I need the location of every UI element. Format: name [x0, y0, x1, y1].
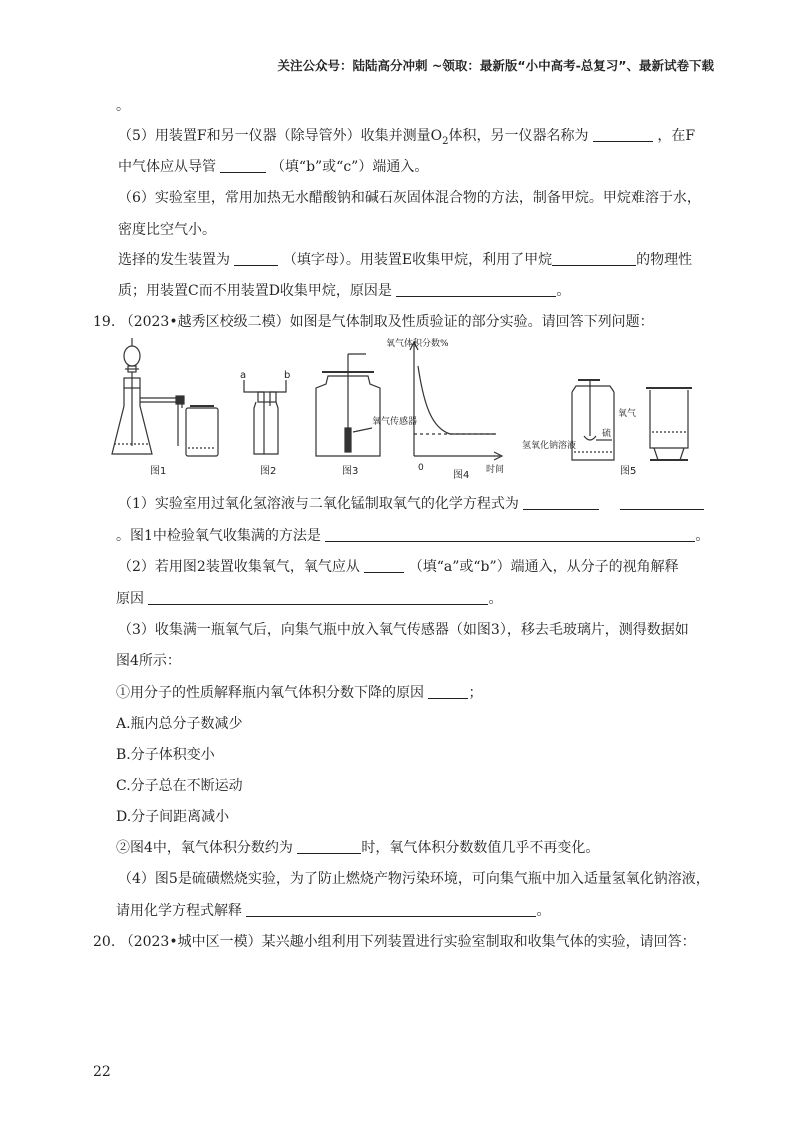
- text: 原因: [116, 591, 144, 607]
- text: 。图1中检验氧气收集满的方法是: [116, 528, 321, 544]
- option-a: A.瓶内总分子数减少: [116, 716, 243, 732]
- figure-4-graph: [410, 342, 502, 460]
- text: 时，氧气体积分数数值几乎不再变化。: [361, 840, 600, 856]
- q19-part4-line1: （4）图5是硫磺燃烧实验，为了防止燃烧产物污染环境，可向集气瓶中加入适量氢氧化钠溶液，: [118, 871, 710, 887]
- text: 中气体应从导管: [118, 159, 216, 175]
- figure-5-apparatus: [572, 380, 692, 460]
- text: ①用分子的性质解释瓶内氧气体积分数下降的原因: [116, 685, 424, 701]
- question-19-title: 19. （2023•越秀区校级二模）如图是气体制取及性质验证的部分实验。请回答下列问题：: [93, 314, 654, 330]
- page-number: 22: [93, 1064, 111, 1080]
- q19-part1-line2: [116, 526, 709, 546]
- question-6-line-2: 密度比空气小。: [118, 222, 216, 238]
- x-axis-label: 时间: [486, 465, 505, 475]
- answer-blank[interactable]: [364, 558, 404, 573]
- question-20-title: 20. （2023•城中区一模）某兴趣小组利用下列装置进行实验室制取和收集气体的实验，请回答：: [93, 934, 696, 950]
- answer-blank[interactable]: [620, 495, 704, 510]
- experiment-figure: [110, 336, 710, 486]
- q19-part1-line1: [118, 494, 704, 514]
- text: （1）实验室用过氧化氢溶液与二氧化锰制取氧气的化学方程式为: [118, 496, 519, 512]
- q19-part3-subq1: [116, 683, 482, 703]
- oxygen-label: 氧气: [618, 409, 637, 419]
- figure-2-apparatus: [244, 380, 286, 454]
- q19-part2-line2: [116, 589, 502, 609]
- question-5-line-1: [118, 126, 695, 152]
- text: 的物理性: [636, 252, 693, 268]
- figure-1-apparatus: [112, 338, 218, 456]
- answer-blank[interactable]: [325, 527, 695, 542]
- label-b: b: [284, 370, 291, 381]
- figure-2-caption: 图2: [260, 466, 277, 477]
- text: （2）若用图2装置收集氧气，氧气应从: [118, 559, 360, 575]
- page-header: 关注公众号：陆陆高分冲刺 ~领取：最新版“小中高考-总复习”、最新试卷下载: [277, 58, 714, 73]
- label-a: a: [240, 370, 247, 381]
- question-5-line-2: [118, 157, 428, 177]
- text: 选择的发生装置为: [118, 252, 230, 268]
- q19-part3-line1: （3）收集满一瓶氧气后，向集气瓶中放入氧气传感器（如图3），移去毛玻璃片，测得数据如: [118, 622, 689, 638]
- figure-3-caption: 图3: [342, 466, 359, 477]
- text: 。: [536, 903, 551, 919]
- q19-part3-subq2: [116, 838, 599, 858]
- text: ②图4中，氧气体积分数约为: [116, 840, 293, 856]
- answer-blank[interactable]: [593, 127, 653, 142]
- text: 。: [488, 591, 503, 607]
- text: （填字母）。用装置E收集甲烷，利用了甲烷: [282, 252, 553, 268]
- text: 。: [695, 528, 710, 544]
- answer-blank[interactable]: [234, 251, 278, 266]
- figure-4-caption: 图4: [453, 470, 470, 481]
- question-6-line-3: [118, 250, 692, 270]
- question-6-line-1: （6）实验室里，常用加热无水醋酸钠和碱石灰固体混合物的方法，制备甲烷。甲烷难溶于水，: [118, 190, 701, 206]
- figure-5-caption: 图5: [620, 466, 637, 477]
- answer-blank[interactable]: [220, 158, 266, 173]
- option-c: C.分子总在不断运动: [116, 778, 243, 794]
- answer-blank[interactable]: [297, 839, 361, 854]
- answer-blank[interactable]: [246, 902, 536, 917]
- subscript: 2: [442, 135, 449, 147]
- text-line: 。: [116, 98, 130, 114]
- question-6-line-4: [118, 281, 570, 301]
- q19-part2-line1: [118, 557, 679, 577]
- text: 。: [556, 283, 571, 299]
- text: （5）用装置F和另一仪器（除导管外）收集并测量O: [118, 128, 443, 144]
- text: ；: [468, 685, 483, 701]
- answer-blank[interactable]: [396, 282, 556, 297]
- text: （填“b”或“c”）端通入。: [270, 159, 429, 175]
- answer-blank[interactable]: [148, 590, 488, 605]
- option-b: B.分子体积变小: [116, 747, 215, 763]
- text: 体积，另一仪器名称为: [448, 128, 589, 144]
- figure-3-apparatus: [316, 354, 380, 456]
- answer-blank[interactable]: [428, 684, 468, 699]
- origin-label: 0: [418, 463, 424, 473]
- naoh-label: 氢氧化钠溶液: [522, 441, 577, 451]
- answer-blank[interactable]: [523, 495, 599, 510]
- figure-1-caption: 图1: [150, 466, 167, 477]
- answer-blank[interactable]: [552, 251, 636, 266]
- sensor-label: 氧气传感器: [372, 417, 418, 427]
- q19-part4-line2: [116, 901, 550, 921]
- text: 质；用装置C而不用装置D收集甲烷，原因是: [118, 283, 392, 299]
- text: ，在F: [657, 128, 696, 144]
- text: （填“a”或“b”）端通入，从分子的视角解释: [408, 559, 679, 575]
- sulfur-label: 硫: [602, 429, 612, 439]
- option-d: D.分子间距离减小: [116, 809, 230, 825]
- y-axis-label: 氧气体积分数%: [386, 339, 449, 349]
- q19-part3-line2: 图4所示：: [116, 653, 181, 669]
- text: 请用化学方程式解释: [116, 903, 242, 919]
